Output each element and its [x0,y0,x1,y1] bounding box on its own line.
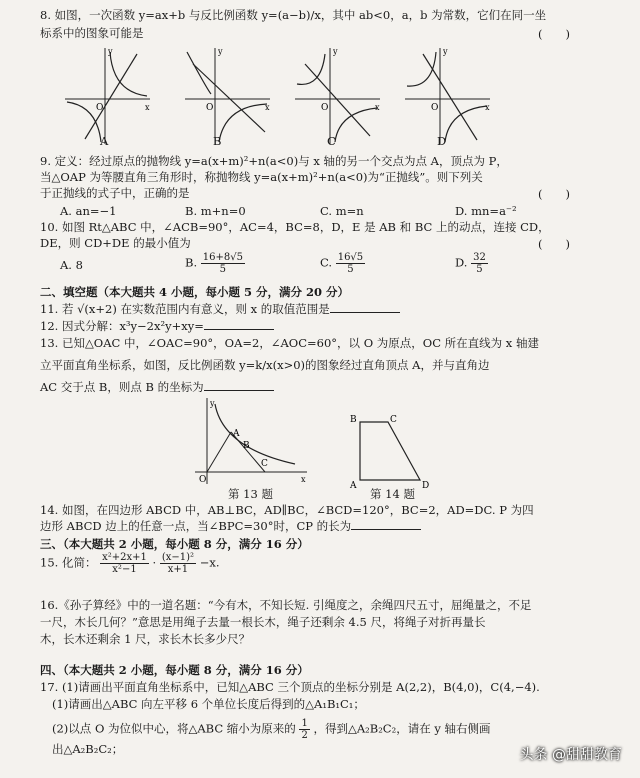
q9-option-d: D. mn=a⁻² [455,204,517,218]
q15-text: 15. 化简： $\frac{\text{x²+2x+1}}{\text{x²−1}}$ · $\frac{\text{(x−1)²}}{x+1}$ −x. [40,552,220,575]
q10-line1: 10. 如图 Rt△ABC 中，∠ACB=90°，AC=4，BC=8，D，E 是 AB 和 BC 上的动点，连接 CD， [40,220,550,234]
figure-14-caption: 第 14 题 [370,487,415,501]
q8-graph-a [65,47,150,144]
q14-line1: 14. 如图，在四边形 ABCD 中，AB⊥BC，AD∥BC，∠BCD=120°，BC=2，AD=DC. P 为四 [40,503,534,517]
q10-option-b: B. $\frac{16+8√5}{5}$ [185,252,243,275]
q17-line4: 出△A₂B₂C₂； [52,742,124,756]
q10-option-c: C. $\frac{16√5}{5}$ [320,252,364,275]
watermark: 头条 @甜甜教育 [519,747,622,763]
svg-text:B: B [243,441,250,451]
q8-answer-paren: ( ) [538,27,570,41]
svg-text:x: x [265,103,270,112]
svg-text:O: O [321,103,329,113]
q10-option-d: D. $\frac{32}{5}$ [455,252,486,275]
figure-13-caption: 第 13 题 [228,487,273,501]
svg-text:A: A [233,429,240,439]
q9-line3: 于正抛线的式子中，正确的是 [40,186,190,200]
q8-graph-b [185,47,270,144]
figure-14 [348,410,438,490]
q8-line2: 标系中的图象可能是 [40,26,144,40]
q8-label-d: D [437,134,447,148]
q8-line1: 8. 如图，一次函数 y=ax+b 与反比例函数 y=(a−b)/x，其中 ab<0，a，b 为常数，它们在同一坐 [40,8,547,22]
svg-text:x: x [485,103,490,112]
section-3-heading: 三、（本大题共 2 小题，每小题 8 分，满分 16 分） [40,537,309,551]
figure-13 [195,396,315,486]
q8-graph-d [405,47,490,144]
q17-line2: (1)请画出△ABC 向左平移 6 个单位长度后得到的△A₁B₁C₁； [52,697,365,711]
svg-text:D: D [422,481,430,490]
svg-text:y: y [108,47,113,56]
section-2-heading: 二、填空题（本大题共 4 小题，每小题 5 分，满分 20 分） [40,285,350,299]
svg-text:B: B [350,415,357,425]
svg-text:O: O [431,103,439,113]
q16-line2: 一尺，木长几何？”意思是用绳子去量一根长木，绳子还剩余 4.5 尺，将绳子对折再量长 [40,615,486,629]
q13-line3: AC 交于点 B，则点 B 的坐标为 [40,380,274,394]
svg-text:A: A [350,481,357,490]
svg-text:y: y [333,47,338,56]
q9-line1: 9. 定义：经过原点的抛物线 y=a(x+m)²+n(a<0)与 x 轴的另一个交点为点 A，顶点为 P， [40,154,508,168]
q16-line1: 16.《孙子算经》中的一道名题：“今有木，不知长短. 引绳度之，余绳四尺五寸，屈绳量之，不足 [40,598,532,612]
q9-option-b: B. m+n=0 [185,204,246,218]
q14-line2: 边形 ABCD 边上的任意一点，当∠BPC=30°时，CP 的长为 [40,519,421,533]
q11-text: 11. 若 √(x+2) 在实数范围内有意义，则 x 的取值范围是 [40,302,400,316]
q10-option-a: A. 8 [60,258,83,272]
q13-line1: 13. 已知△OAC 中，∠OAC=90°，OA=2，∠AOC=60°，以 O 为原点，OC 所在直线为 x 轴建 [40,336,539,350]
q17-line3: (2)以点 O 为位似中心，将△ABC 缩小为原来的 $\frac{1}{2}$ ，得到△A₂B₂C₂，请在 y 轴右侧画 [52,718,491,741]
q8-graph-c [295,47,380,144]
svg-text:C: C [390,415,397,425]
q12-text: 12. 因式分解：x³y−2x²y+xy= [40,319,274,333]
svg-text:O: O [199,475,207,485]
q9-line2: 当△OAP 为等腰直角三角形时，称抛物线 y=a(x+m)²+n(a<0)为“正抛线”。则下列关 [40,170,483,184]
q8-graphs [0,44,640,164]
section-4-heading: 四、（本大题共 2 小题，每小题 8 分，满分 16 分） [40,663,309,677]
svg-text:y: y [443,47,448,56]
svg-text:C: C [261,459,268,469]
svg-text:y: y [218,47,223,56]
svg-text:x: x [145,103,150,112]
svg-text:x: x [375,103,380,112]
q9-option-a: A. an=−1 [60,204,117,218]
svg-text:x: x [301,475,306,484]
svg-text:O: O [206,103,214,113]
q8-label-b: B [213,134,222,148]
q16-line3: 木，长木还剩余 1 尺，求长木长多少尺？ [40,632,251,646]
q17-line1: 17. (1)请画出平面直角坐标系中，已知△ABC 三个顶点的坐标分别是 A(2,2)，B(4,0)，C(4,−4). [40,680,540,694]
svg-text:y: y [210,399,215,408]
q10-line2: DE，则 CD+DE 的最小值为 [40,236,191,250]
q8-label-c: C [327,134,336,148]
svg-text:O: O [96,103,104,113]
q13-line2: 立平面直角坐标系，如图，反比例函数 y=k/x(x>0)的图象经过直角顶点 A，并与直角边 [40,358,490,372]
q8-label-a: A [100,134,109,148]
q9-answer-paren: ( ) [538,187,570,201]
q10-answer-paren: ( ) [538,237,570,251]
q9-option-c: C. m=n [320,204,364,218]
